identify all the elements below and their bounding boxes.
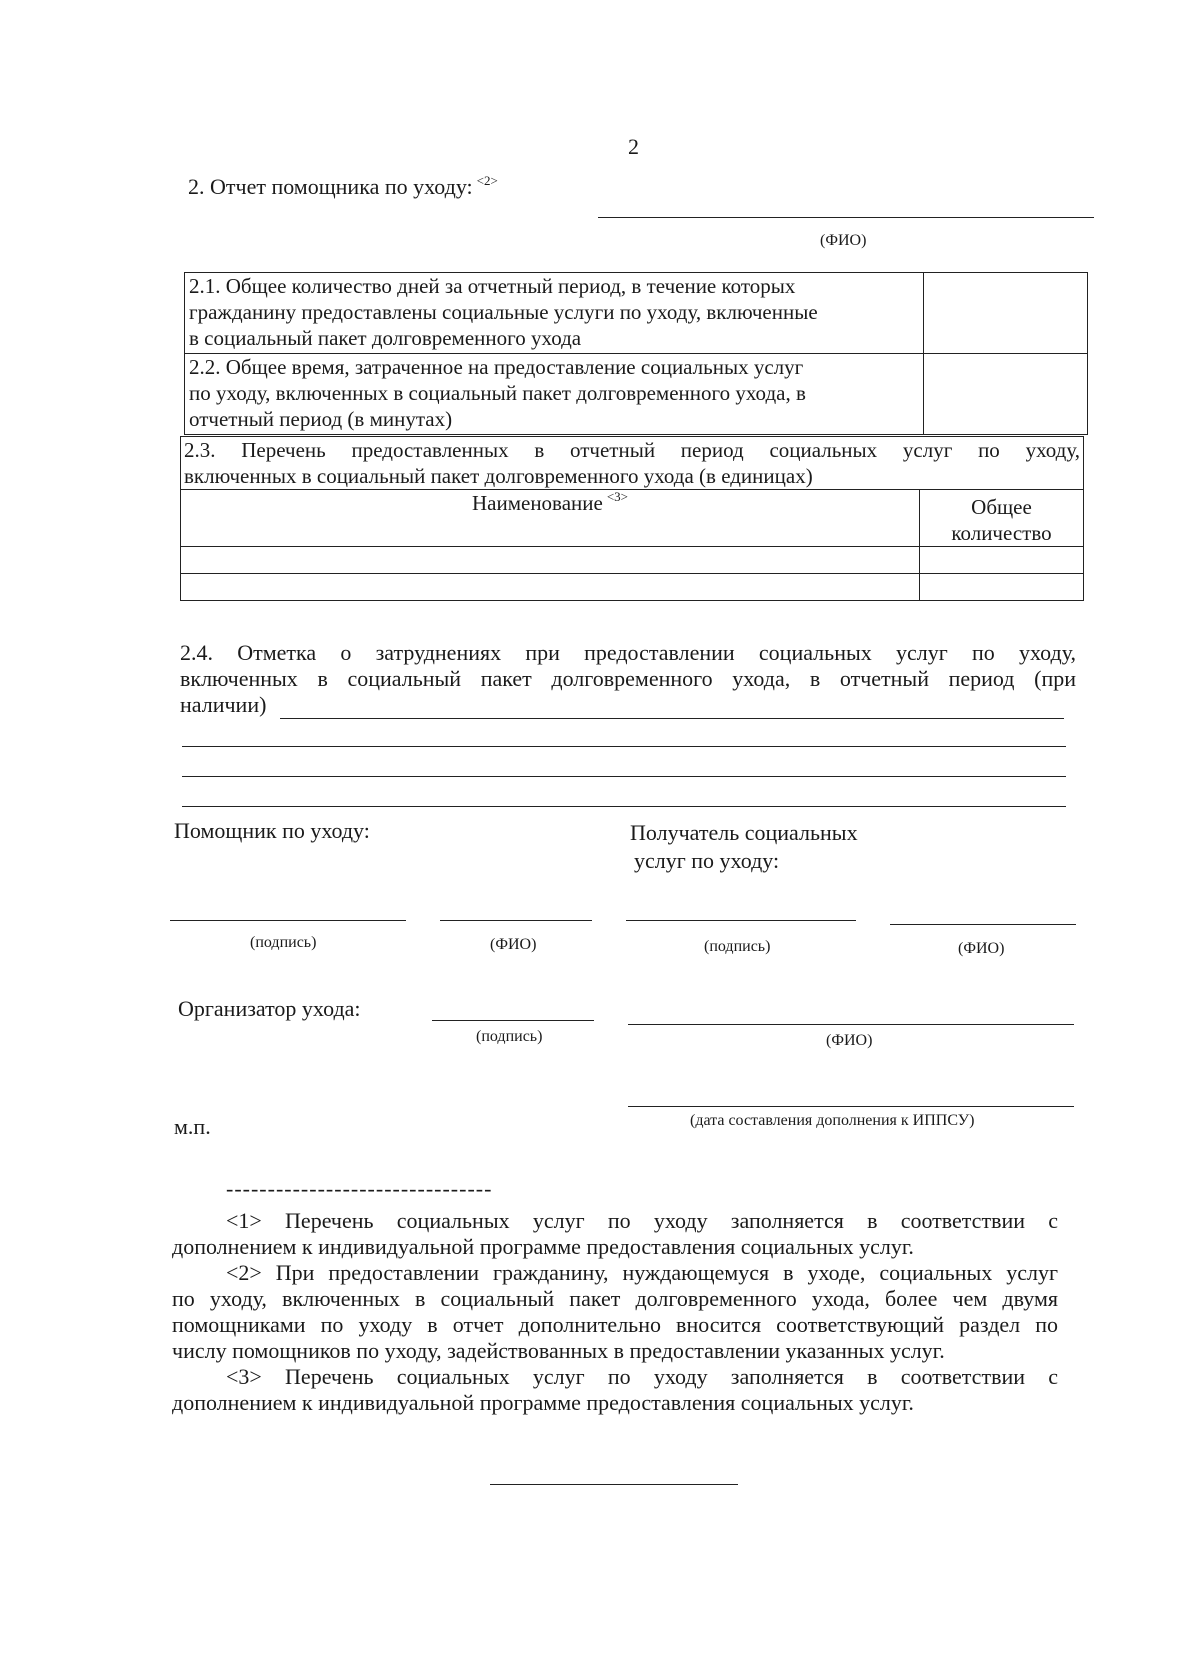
difficulties-line-3: наличии) [180, 692, 267, 717]
table-row [181, 547, 1084, 574]
assistant-fio-caption-2: (ФИО) [490, 936, 537, 953]
footnote-1-line-1: <1> Перечень социальных услуг по уходу заполняется в соответствии с [226, 1208, 1058, 1233]
date-caption: (дата составления дополнения к ИППСУ) [690, 1112, 975, 1129]
difficulties-line-2: включенных в социальный пакет долговременного ухода, в отчетный период (при [180, 666, 1076, 691]
difficulties-line-1: 2.4. Отметка о затруднениях при предоставлении социальных услуг по уходу, [180, 640, 1076, 665]
organizer-label: Организатор ухода: [178, 996, 361, 1021]
table-row [185, 273, 1088, 354]
recipient-fio-caption: (ФИО) [958, 940, 1005, 957]
page-number: 2 [628, 134, 639, 159]
assistant-signature-line[interactable] [170, 920, 406, 921]
col-total-header: Общее количество [920, 490, 1084, 547]
assistant-signature-caption: (подпись) [250, 934, 317, 951]
assistant-fio-sign-line[interactable] [440, 920, 592, 921]
stamp-label: м.п. [174, 1114, 211, 1139]
footnote-3-line-2: дополнением к индивидуальной программе предоставления социальных услуг. [172, 1390, 914, 1415]
table-row [185, 354, 1088, 435]
difficulties-input-line-2[interactable] [182, 746, 1066, 747]
recipient-label-line-2: услуг по уходу: [634, 848, 780, 873]
minutes-total-cell[interactable] [924, 354, 1088, 435]
difficulties-block [180, 640, 1076, 718]
table-row [181, 490, 1084, 547]
col-name-header: Наименование $^{<3>}$ [181, 490, 920, 547]
organizer-signature-caption: (подпись) [476, 1028, 543, 1045]
footnote-3-line-1: <3> Перечень социальных услуг по уходу заполняется в соответствии с [226, 1364, 1058, 1389]
difficulties-input-line-1[interactable] [280, 718, 1064, 719]
assistant-fio-caption: (ФИО) [820, 232, 867, 249]
organizer-fio-line[interactable] [628, 1024, 1074, 1025]
row-2-2-label: 2.2. Общее время, затраченное на предоставление социальных услуг по уходу, включенных в социальный пакет долговременного ухода, в отчетный период (в минутах) [185, 354, 924, 435]
closing-divider [490, 1484, 738, 1485]
recipient-fio-line[interactable] [890, 924, 1076, 925]
services-table [180, 436, 1084, 601]
services-heading: 2.3. Перечень предоставленных в отчетный период социальных услуг по уходу, включенных в социальный пакет долговременного ухода (в единицах) [181, 437, 1084, 490]
table-row [181, 437, 1084, 490]
recipient-signature-caption: (подпись) [704, 938, 771, 955]
days-count-cell[interactable] [924, 273, 1088, 354]
recipient-signature-line[interactable] [626, 920, 856, 921]
table-row [181, 574, 1084, 601]
organizer-fio-caption: (ФИО) [826, 1032, 873, 1049]
section-title-text: 2. Отчет помощника по уходу: [188, 174, 473, 199]
recipient-label-line-1: Получатель социальных [630, 820, 858, 845]
row-2-1-label: 2.1. Общее количество дней за отчетный период, в течение которых гражданину предоставлены социальные услуги по уходу, включенные в социальный пакет долговременного ухода [185, 273, 924, 354]
footnote-ref-2: <2> [476, 173, 498, 188]
section-title [188, 174, 498, 203]
service-total-cell[interactable] [920, 547, 1084, 574]
footnote-separator: -------------------------------- [226, 1176, 493, 1201]
service-name-cell[interactable] [181, 547, 920, 574]
assistant-fio-line[interactable] [598, 217, 1094, 218]
footnote-1-line-2: дополнением к индивидуальной программе предоставления социальных услуг. [172, 1234, 914, 1259]
footnote-2-line-3: помощниками по уходу в отчет дополнительно вносится соответствующий раздел по [172, 1312, 1058, 1337]
date-line[interactable] [628, 1106, 1074, 1107]
footnote-2-line-1: <2> При предоставлении гражданину, нуждающемуся в уходе, социальных услуг [226, 1260, 1058, 1285]
footnote-2-line-4: числу помощников по уходу, задействованных в предоставлении указанных услуг. [172, 1338, 945, 1363]
service-name-cell[interactable] [181, 574, 920, 601]
organizer-signature-line[interactable] [432, 1020, 594, 1021]
footnotes-block [172, 1208, 1058, 1416]
assistant-label: Помощник по уходу: [174, 818, 370, 843]
difficulties-input-line-4[interactable] [182, 806, 1066, 807]
footnote-ref-3: <3> [606, 489, 628, 504]
footnote-2-line-2: по уходу, включенных в социальный пакет долговременного ухода, более чем двумя [172, 1286, 1058, 1311]
summary-table [184, 272, 1088, 435]
service-total-cell[interactable] [920, 574, 1084, 601]
difficulties-input-line-3[interactable] [182, 776, 1066, 777]
